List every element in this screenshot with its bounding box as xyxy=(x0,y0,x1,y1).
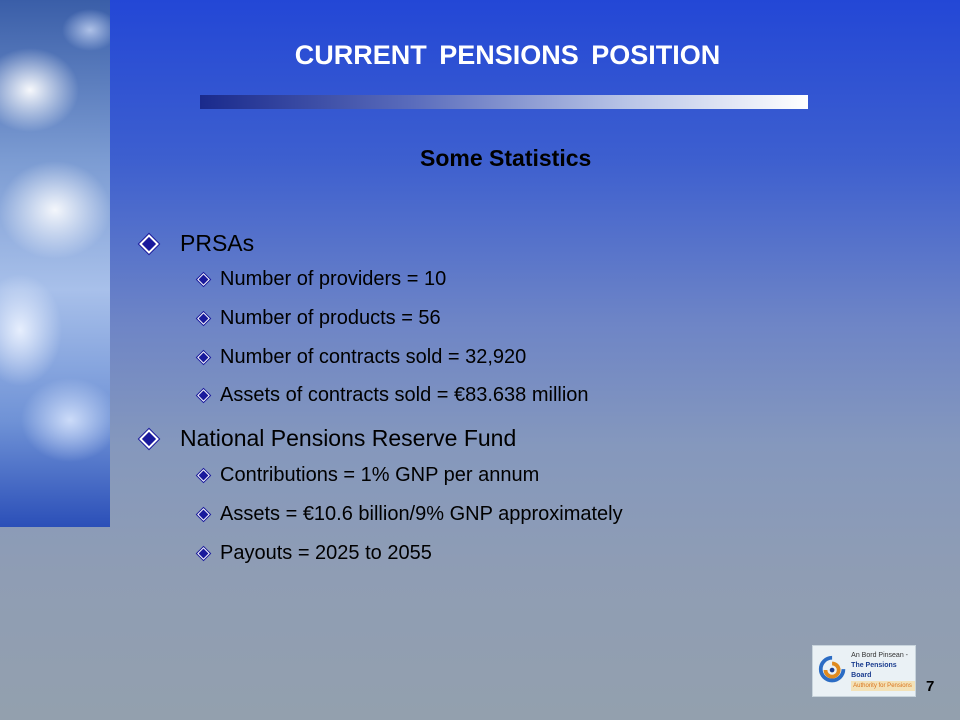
list-item-text: Assets = €10.6 billion/9% GNP approximately xyxy=(220,503,623,525)
cloud-image-panel xyxy=(0,0,110,527)
diamond-bullet-icon xyxy=(197,351,210,364)
logo-line-1: An Bord Pinsean - xyxy=(851,652,908,659)
list-item-text: Contributions = 1% GNP per annum xyxy=(220,464,540,486)
list-item xyxy=(196,307,441,330)
section-heading-text: National Pensions Reserve Fund xyxy=(180,425,517,451)
list-item xyxy=(196,464,539,487)
diamond-bullet-icon xyxy=(197,508,210,521)
slide-title: CURRENT PENSIONS POSITION xyxy=(294,40,721,70)
section-heading-nprf xyxy=(138,425,516,452)
list-item xyxy=(196,346,526,369)
diamond-bullet-icon xyxy=(139,234,159,254)
section-heading-text: PRSAs xyxy=(180,230,255,256)
diamond-bullet-icon xyxy=(139,429,159,449)
diamond-bullet-icon xyxy=(197,469,210,482)
slide-subtitle: Some Statistics xyxy=(420,145,592,171)
diamond-bullet-icon xyxy=(197,312,210,325)
logo-line-2: The Pensions Board xyxy=(851,662,897,679)
title-underline-bar xyxy=(200,95,808,109)
diamond-bullet-icon xyxy=(197,547,210,560)
list-item-text: Number of products = 56 xyxy=(220,307,441,329)
list-item xyxy=(196,542,432,565)
list-item-text: Number of providers = 10 xyxy=(220,268,447,290)
diamond-bullet-icon xyxy=(197,273,210,286)
list-item xyxy=(196,268,446,291)
pensions-board-logo xyxy=(812,645,916,697)
list-item-text: Assets of contracts sold = €83.638 million xyxy=(220,384,589,406)
page-number: 7 xyxy=(926,678,935,695)
list-item-text: Payouts = 2025 to 2055 xyxy=(220,542,432,564)
section-heading-prsas xyxy=(138,230,254,257)
list-item xyxy=(196,384,589,407)
list-item-text: Number of contracts sold = 32,920 xyxy=(220,346,527,368)
diamond-bullet-icon xyxy=(197,389,210,402)
pensions-board-emblem-icon xyxy=(817,651,847,691)
logo-line-3: Authority for Pensions xyxy=(851,681,915,691)
list-item xyxy=(196,503,623,526)
